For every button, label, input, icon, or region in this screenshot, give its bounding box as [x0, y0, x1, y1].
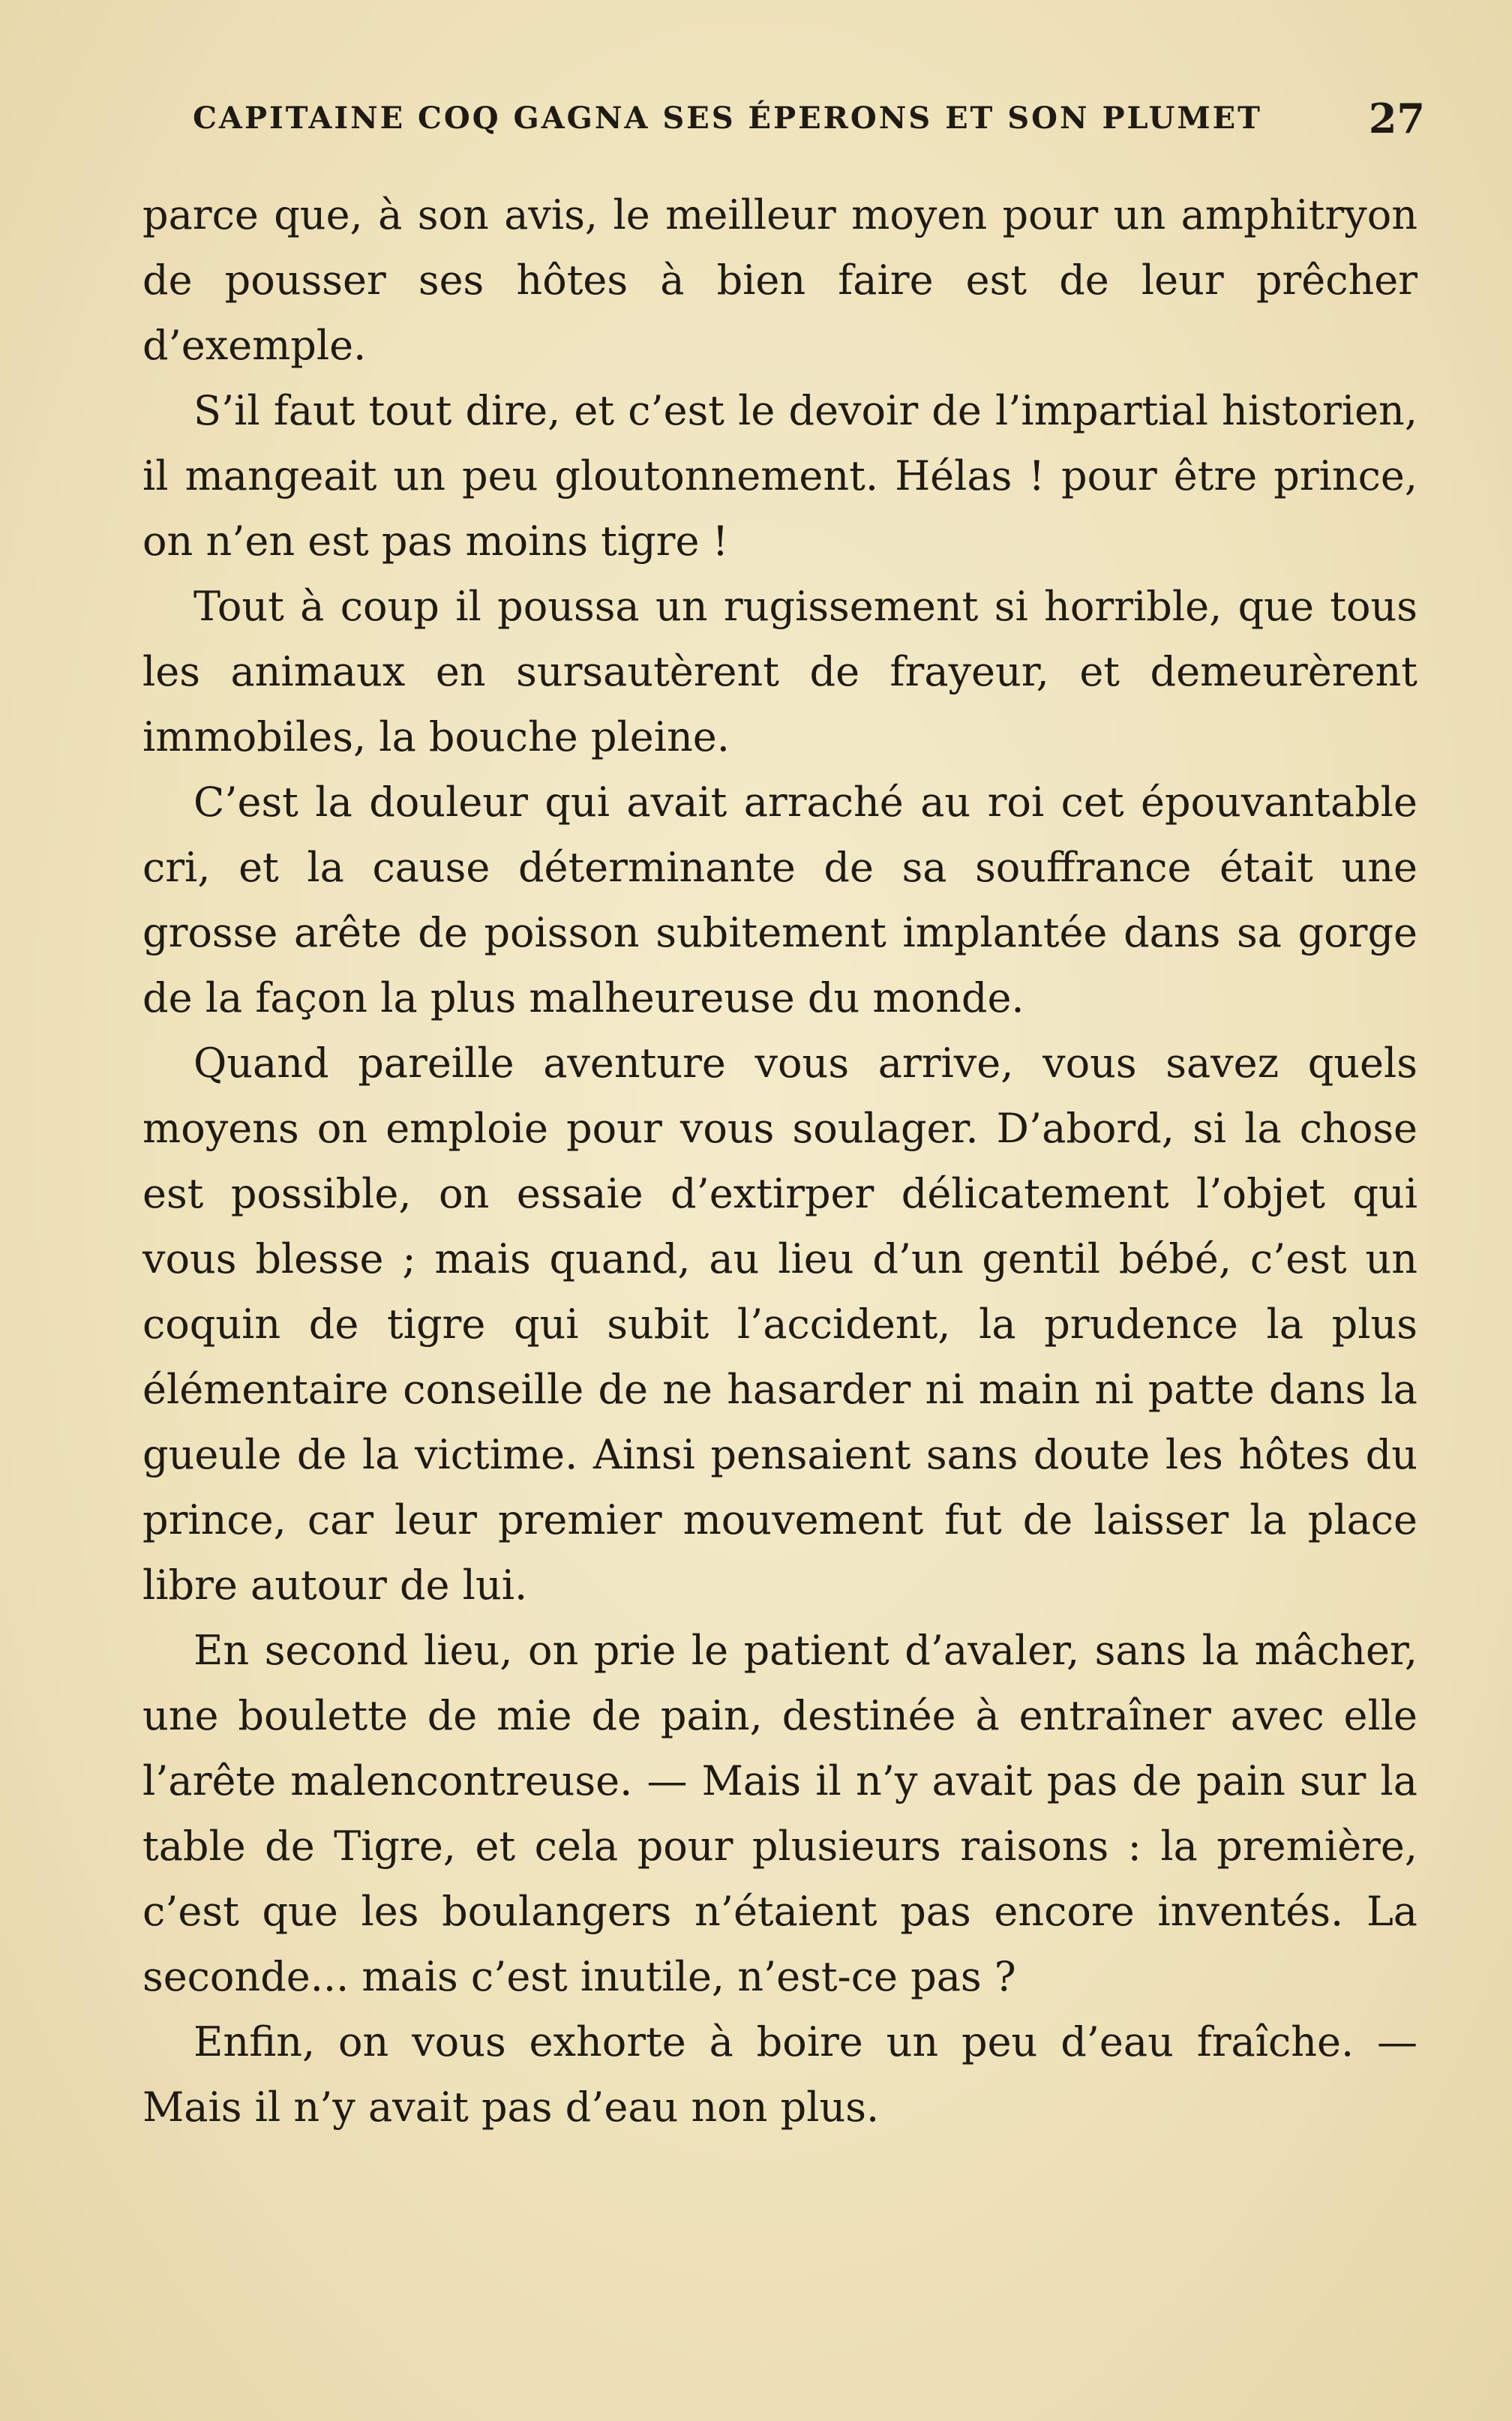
paragraph: parce que, à son avis, le meilleur moyen pour un amphitryon de pousser ses hôtes à bien faire est de leur prêcher d’exemple.	[142, 191, 1418, 369]
running-head	[142, 94, 1425, 154]
page-number: 27	[1368, 94, 1425, 142]
paragraph: En second lieu, on prie le patient d’avaler, sans la mâcher, une boulette de mie de pain, destinée à entraîner avec elle l’arête malencontreuse. — Mais il n’y avait pas de pain sur la table de Tigre, et cela pour plusieurs raisons : la première, c’est que les boulangers n’étaient pas encore inventés. La seconde... mais c’est inutile, n’est-ce pas ?	[142, 1627, 1418, 2000]
paragraph: S’il faut tout dire, et c’est le devoir de l’impartial historien, il mangeait un peu gloutonnement. Hélas ! pour être prince, on n’en est pas moins tigre !	[142, 387, 1418, 565]
body-text	[142, 182, 1418, 2140]
paragraph: Tout à coup il poussa un rugissement si horrible, que tous les animaux en sursautèrent de frayeur, et demeurèrent immobiles, la bouche pleine.	[142, 583, 1418, 760]
paragraph: Enfin, on vous exhorte à boire un peu d’eau fraîche. — Mais il n’y avait pas d’eau non plus.	[142, 2018, 1418, 2131]
paragraph: Quand pareille aventure vous arrive, vous savez quels moyens on emploie pour vous soulager. D’abord, si la chose est possible, on essaie d’extirper délicatement l’objet qui vous blesse ; mais quand, au lieu d’un gentil bébé, c’est un coquin de tigre qui subit l’accident, la prudence la plus élémentaire conseille de ne hasarder ni main ni patte dans la gueule de la victime. Ainsi pensaient sans doute les hôtes du prince, car leur premier mouvement fut de laisser la place libre autour de lui.	[142, 1040, 1418, 1609]
running-head-title: CAPITAINE COQ GAGNA SES ÉPERONS ET SON PLUMET	[193, 100, 1262, 136]
paragraph: C’est la douleur qui avait arraché au roi cet épouvantable cri, et la cause déterminante de sa souffrance était une grosse arête de poisson subitement implantée dans sa gorge de la façon la plus malheureuse du monde.	[142, 778, 1418, 1022]
